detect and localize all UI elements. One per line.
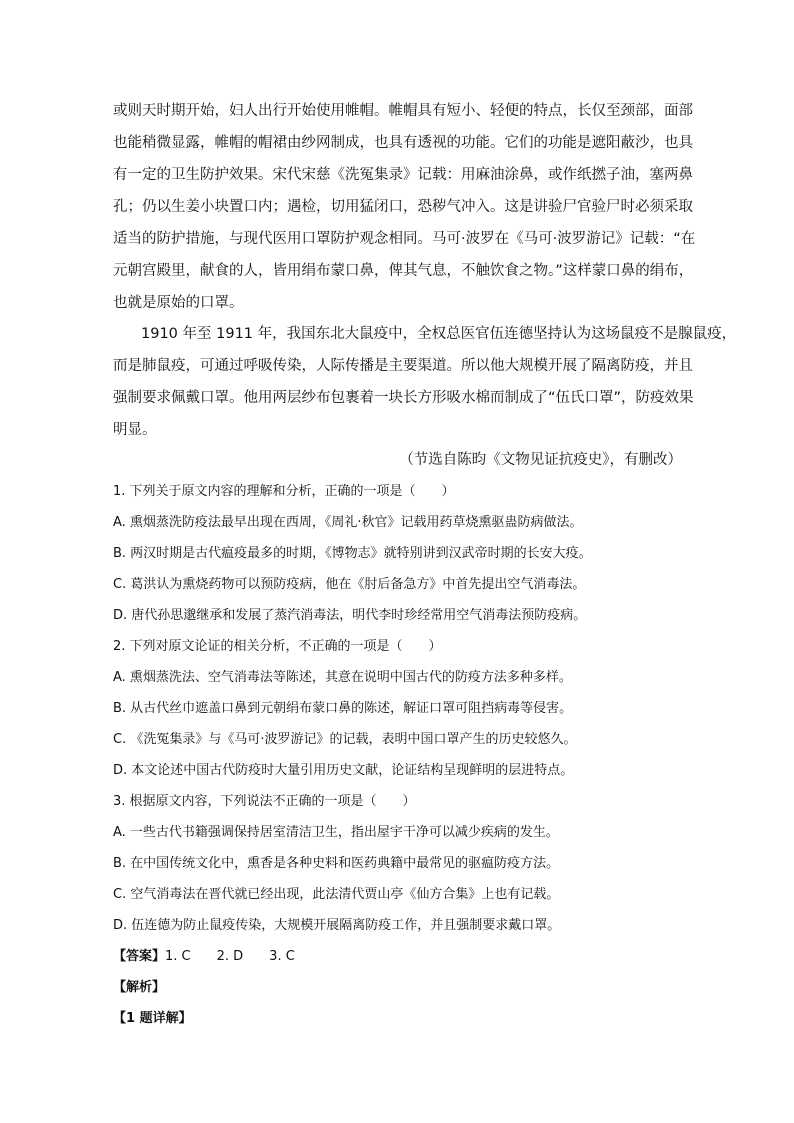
question-option: C. 空气消毒法在晋代就已经出现，此法清代贾山亭《仙方合集》上也有记载。 bbox=[113, 887, 560, 902]
passage-line: 也能稍微显露，帷帽的帽裙由纱网制成，也具有透视的功能。它们的功能是遮阳蔽沙，也具 bbox=[113, 135, 693, 151]
question-option: A. 一些古代书籍强调保持居室清洁卫生，指出屋宇干净可以减少疾病的发生。 bbox=[113, 825, 559, 840]
answer-line bbox=[113, 947, 683, 967]
question-option: B. 从古代丝巾遮盖口鼻到元朝绢布蒙口鼻的陈述，解证口罩可阻挡病毒等侵害。 bbox=[113, 701, 573, 716]
question-option: D. 唐代孙思邈继承和发展了蒸汽消毒法，明代李时珍经常用空气消毒法预防疫病。 bbox=[113, 608, 587, 623]
source-note: （节选自陈昀《文物见证抗疫史》，有删改） bbox=[399, 452, 682, 468]
answer-text: 1. C 2. D 3. C bbox=[165, 949, 295, 964]
passage-line: 适当的防护措施，与现代医用口罩防护观念相同。马可·波罗在《马可·波罗游记》记载：“在 bbox=[113, 231, 696, 247]
question-option: D. 伍连德为防止鼠疫传染，大规模开展隔离防疫工作，并且强制要求戴口罩。 bbox=[113, 918, 561, 933]
question-option: B. 两汉时期是古代瘟疫最多的时期，《博物志》就特别讲到汉武帝时期的长安大疫。 bbox=[113, 546, 592, 561]
question-stem: 2. 下列对原文论证的相关分析，不正确的一项是（ ） bbox=[113, 639, 442, 654]
detail-label: 【1 题详解】 bbox=[113, 1011, 192, 1026]
passage-line: 也就是原始的口罩。 bbox=[113, 295, 244, 311]
question-option: C. 《洗冤集录》与《马可·波罗游记》的记载，表明中国口罩产生的历史较悠久。 bbox=[113, 732, 577, 747]
analysis-label: 【解析】 bbox=[113, 980, 166, 995]
question-option: D. 本文论述中国古代防疫时大量引用历史文献，论证结构呈现鲜明的层进特点。 bbox=[113, 763, 574, 778]
answer-label: 【答案】 bbox=[113, 949, 166, 964]
passage-line: 孔；仍以生姜小块置口内；遇检，切用猛闭口，恐秽气冲入。这是讲验尸官验尸时必须采取 bbox=[113, 199, 693, 215]
question-option: B. 在中国传统文化中，熏香是各种史料和医药典籍中最常见的驱瘟防疫方法。 bbox=[113, 856, 560, 871]
question-option: C. 葛洪认为熏烧药物可以预防疫病，他在《肘后备急方》中首先提出空气消毒法。 bbox=[113, 577, 586, 592]
passage-line: 或则天时期开始，妇人出行开始使用帷帽。帷帽具有短小、轻便的特点，长仅至颈部，面部 bbox=[113, 103, 693, 119]
question-stem: 3. 根据原文内容，下列说法不正确的一项是（ ） bbox=[113, 794, 416, 809]
passage-line: 有一定的卫生防护效果。宋代宋慈《洗冤集录》记载：用麻油涂鼻，或作纸撚子油，塞两鼻 bbox=[113, 167, 693, 183]
passage-line: 强制要求佩戴口罩。他用两层纱布包裹着一块长方形吸水棉而制成了“伍氏口罩”，防疫效果 bbox=[113, 390, 694, 406]
passage-line: 明显。 bbox=[113, 422, 157, 438]
passage-line: 而是肺鼠疫，可通过呼吸传染，人际传播是主要渠道。所以他大规模开展了隔离防疫，并且 bbox=[113, 358, 693, 374]
passage-line: 元朝宫殿里，献食的人，皆用绢布蒙口鼻，俾其气息，不触饮食之物。”这样蒙口鼻的绢布， bbox=[113, 263, 694, 279]
passage-line: 1910 年至 1911 年，我国东北大鼠疫中，全权总医官伍连德坚持认为这场鼠疫不是腺鼠疫， bbox=[141, 326, 737, 342]
question-option: A. 熏烟蒸洗法、空气消毒法等陈述，其意在说明中国古代的防疫方法多种多样。 bbox=[113, 670, 572, 685]
question-option: A. 熏烟蒸洗防疫法最早出现在西周，《周礼·秋官》记载用药草烧熏驱蛊防病做法。 bbox=[113, 515, 583, 530]
question-stem: 1. 下列关于原文内容的理解和分析，正确的一项是（ ） bbox=[113, 484, 455, 499]
